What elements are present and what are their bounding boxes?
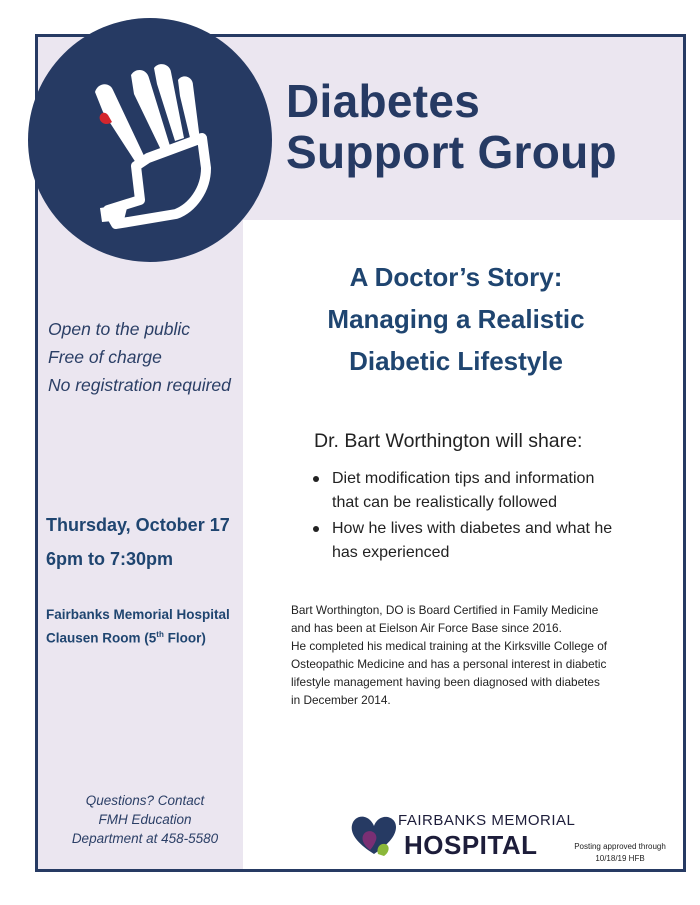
- topic-list: [312, 467, 652, 567]
- event-time: 6pm to 7:30pm: [46, 549, 174, 569]
- event-date: Thursday, October 17: [46, 515, 230, 535]
- event-subtitle: [280, 256, 632, 382]
- bio-line: lifestyle management having been diagnosed with diabetes: [291, 675, 600, 689]
- bio-line: in December 2014.: [291, 693, 391, 707]
- contact-line: Questions? Contact: [85, 793, 205, 808]
- list-item: Diet modification tips and information that can be realistically followed: [312, 467, 652, 515]
- contact-line: Department at 458-5580: [71, 831, 219, 846]
- contact-info: [50, 791, 240, 848]
- bio-line: Osteopathic Medicine and has a personal interest in diabetic: [291, 657, 607, 671]
- speaker-lead: Dr. Bart Worthington will share:: [314, 430, 583, 452]
- event-datetime: [46, 508, 230, 576]
- contact-line: FMH Education: [98, 812, 192, 827]
- hospital-name-line-1: FAIRBANKS MEMORIAL: [398, 812, 576, 829]
- side-info-item: No registration required: [48, 375, 231, 395]
- bio-line: He completed his medical training at the Kirksville College of: [291, 639, 608, 653]
- page-title: [286, 76, 617, 178]
- side-info-item: Open to the public: [48, 319, 191, 339]
- title-line-1: Diabetes: [286, 75, 481, 127]
- location-line-1: Fairbanks Memorial Hospital: [46, 607, 230, 622]
- side-info: [48, 315, 231, 399]
- event-location: [46, 605, 230, 649]
- speaker-bio: [291, 601, 641, 709]
- bio-line: and has been at Eielson Air Force Base since 2016.: [291, 621, 562, 635]
- location-line-2: Clausen Room (5th Floor): [46, 630, 206, 646]
- bullet-icon: [313, 476, 319, 482]
- posting-approval: Posting approved through 10/18/19 HFB: [574, 842, 666, 863]
- list-item: How he lives with diabetes and what he has experienced: [312, 517, 652, 565]
- heart-h-logo-icon: [348, 810, 400, 860]
- subtitle-line-3: Diabetic Lifestyle: [349, 346, 563, 376]
- side-info-item: Free of charge: [48, 347, 162, 367]
- title-line-2: Support Group: [286, 126, 617, 178]
- subtitle-line-1: A Doctor’s Story:: [349, 262, 563, 292]
- hospital-logo: [348, 810, 588, 862]
- bullet-icon: [313, 526, 319, 532]
- subtitle-line-2: Managing a Realistic: [327, 304, 585, 334]
- hand-fingertip-icon: [28, 18, 272, 262]
- hospital-name-line-2: HOSPITAL: [404, 830, 538, 860]
- bio-line: Bart Worthington, DO is Board Certified in Family Medicine: [291, 603, 599, 617]
